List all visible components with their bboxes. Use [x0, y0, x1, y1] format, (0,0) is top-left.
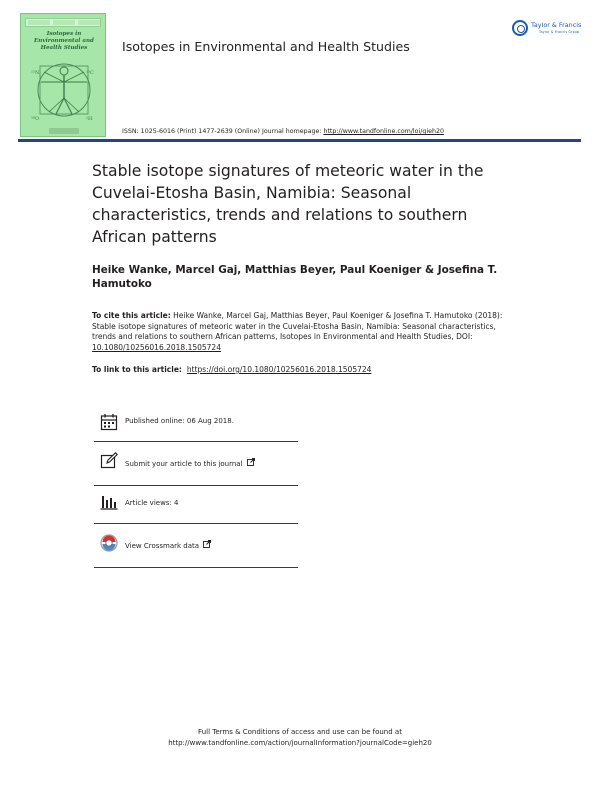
cover-title: Isotopes in Environmental and Health Studies: [34, 31, 94, 51]
crossmark-icon: [100, 534, 118, 552]
issn-text: ISSN: 1025-6016 (Print) 1477-2639 (Online) Journal homepage:: [122, 128, 322, 135]
link-label: To link to this article:: [92, 365, 182, 374]
citation-label: To cite this article:: [92, 311, 171, 320]
footer-terms: Full Terms & Conditions of access and use can be found at: [198, 728, 402, 736]
divider: [94, 523, 298, 524]
article-title: Stable isotope signatures of meteoric water in the Cuvelai-Etosha Basin, Namibia: Seasonal characteristics, trends and relations to southern African patterns: [92, 162, 484, 246]
header-divider: [18, 139, 581, 142]
crossmark-link[interactable]: View Crossmark data: [125, 540, 211, 550]
journal-cover: [20, 13, 106, 137]
citation-text: Heike Wanke, Marcel Gaj, Matthias Beyer, Paul Koeniger & Josefina T. Hamutoko (2018): Stable isotope signatures of meteoric water in the Cuvelai-Etosha Basin, Namibia: Seasonal characteristics, trends and relations to southern African patterns, Isotopes in Environmental and Health Studies, DOI:: [92, 311, 503, 342]
divider: [94, 441, 298, 442]
vitruvian-figure-icon: [29, 54, 99, 124]
svg-text:¹³C: ¹³C: [86, 70, 94, 76]
svg-text:¹⁸O: ¹⁸O: [31, 116, 40, 122]
cover-top-bar: [25, 18, 101, 27]
submit-row[interactable]: [94, 447, 298, 479]
svg-text:²H: ²H: [86, 116, 93, 122]
external-link-icon: [203, 540, 211, 548]
publisher-group: Taylor & Francis Group: [539, 30, 580, 34]
article-views: Article views: 4: [125, 499, 179, 507]
divider: [94, 485, 298, 486]
divider: [94, 567, 298, 568]
journal-title: Isotopes in Environmental and Health Studies: [122, 39, 410, 54]
citation-doi-link[interactable]: 10.1080/10256016.2018.1505724: [92, 342, 221, 352]
journal-homepage-link[interactable]: http://www.tandfonline.com/loi/gieh20: [323, 128, 445, 135]
published-row: [94, 409, 298, 441]
publisher-logo[interactable]: [512, 20, 584, 38]
views-row: [94, 489, 298, 521]
submit-article-link[interactable]: Submit your article to this journal: [125, 458, 255, 468]
crossmark-row[interactable]: [94, 529, 298, 561]
link-to-article: [92, 365, 522, 375]
footer: [0, 727, 600, 749]
calendar-icon: [100, 413, 118, 431]
citation-block: [92, 311, 522, 353]
issn-line: [122, 128, 444, 135]
publisher-logo-icon: [512, 20, 528, 36]
edit-icon: [100, 452, 118, 470]
cover-publisher-mark: [49, 128, 79, 134]
published-date: Published online: 06 Aug 2018.: [125, 417, 234, 425]
svg-text:¹⁵N: ¹⁵N: [31, 70, 40, 76]
article-authors: Heike Wanke, Marcel Gaj, Matthias Beyer, Paul Koeniger & Josefina T. Hamutoko: [92, 264, 498, 290]
article-doi-url[interactable]: https://doi.org/10.1080/10256016.2018.1505724: [186, 365, 372, 374]
external-link-icon: [247, 458, 255, 466]
publisher-name: Taylor & Francis: [531, 21, 582, 29]
bar-chart-icon: [100, 493, 118, 511]
footer-terms-link[interactable]: http://www.tandfonline.com/action/journalInformation?journalCode=gieh20: [168, 739, 432, 747]
